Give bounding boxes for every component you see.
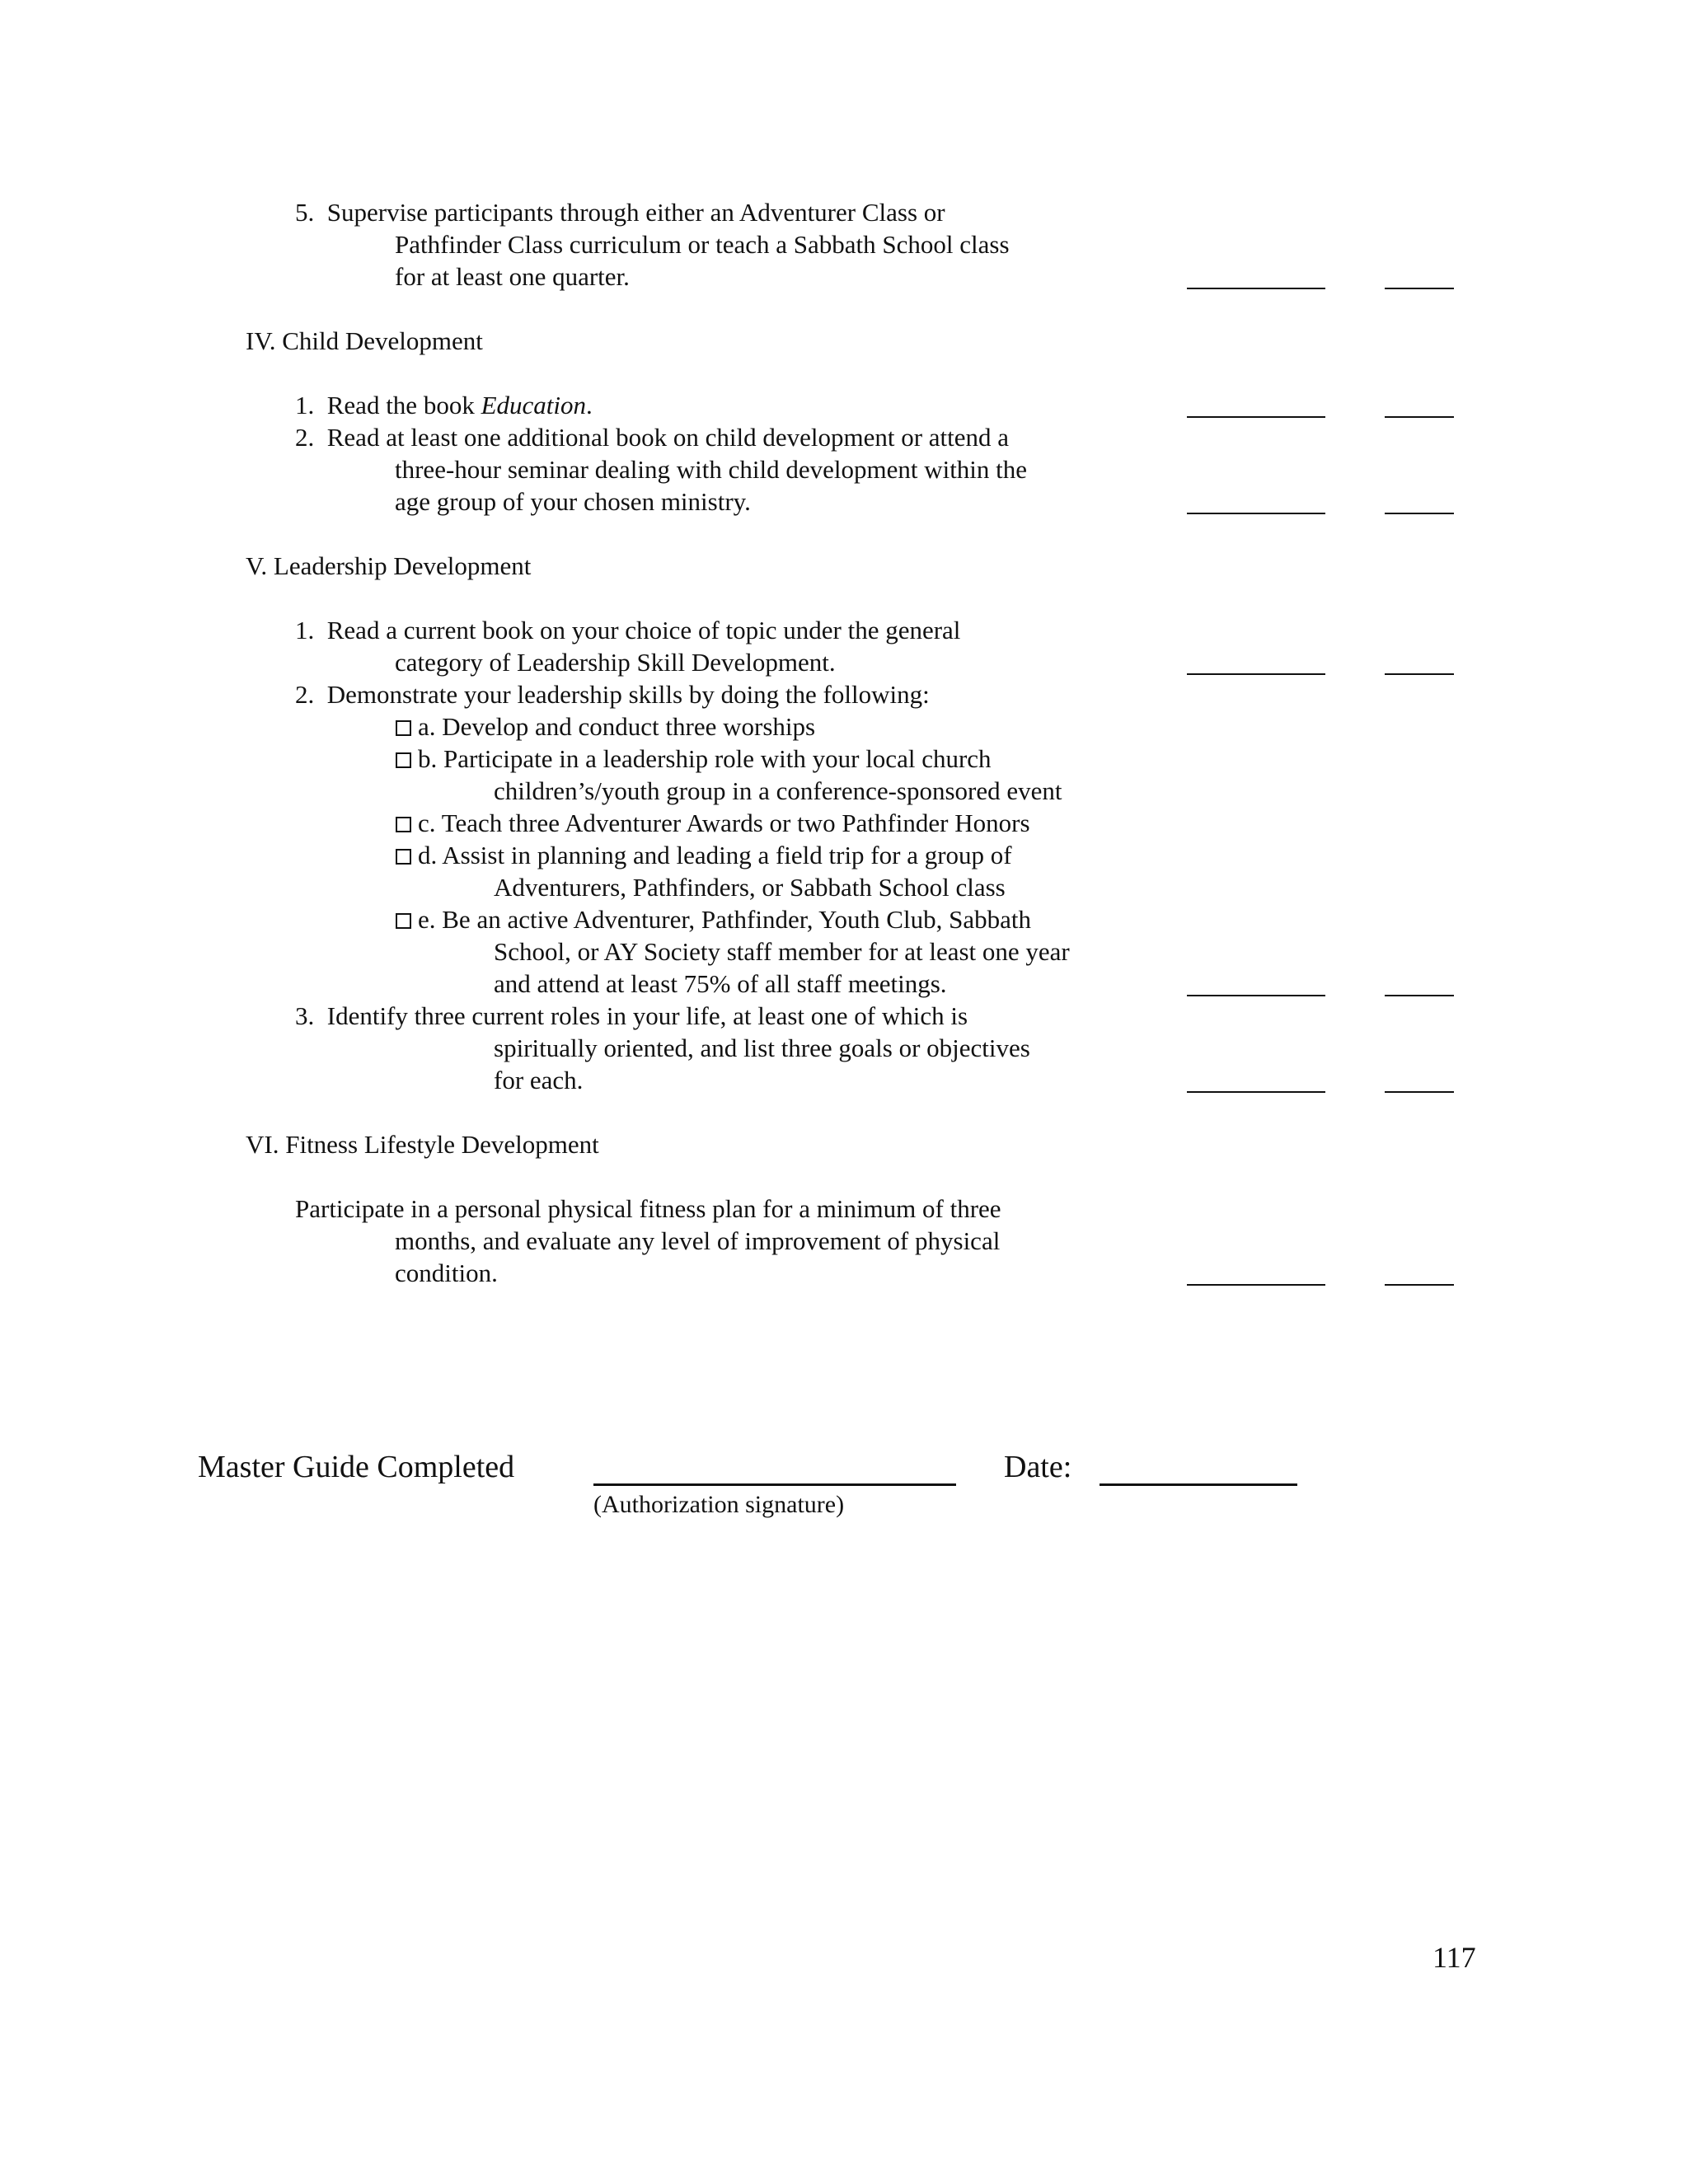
master-guide-completed-label: Master Guide Completed xyxy=(198,1450,515,1484)
item-5-line-2: Pathfinder Class curriculum or teach a Sabbath School class xyxy=(395,230,1010,259)
section-4-heading: IV. Child Development xyxy=(246,326,483,355)
option-b-checkbox[interactable] xyxy=(396,752,411,768)
date-label: Date: xyxy=(1004,1450,1072,1484)
section-5-heading: V. Leadership Development xyxy=(246,551,532,580)
section-5-item-1-signature-blank[interactable] xyxy=(1187,673,1325,675)
section-4-item-2-number: 2. xyxy=(295,423,315,452)
section-5-item-3-line-2: spiritually oriented, and list three goals or objectives xyxy=(494,1033,1030,1062)
section-5-item-3-line-3: for each. xyxy=(494,1066,584,1094)
section-4-item-2-signature-blank[interactable] xyxy=(1187,513,1325,514)
section-5-item-1-number: 1. xyxy=(295,616,315,644)
option-e-label: e. Be an active Adventurer, Pathfinder, Youth Club, Sabbath xyxy=(418,905,1031,934)
section-5-item-2-text: Demonstrate your leadership skills by doing the following: xyxy=(326,680,930,709)
section-5-item-2-line-1 xyxy=(295,679,930,710)
section-4-item-1-suffix: . xyxy=(586,391,593,419)
item-5-line-3: for at least one quarter. xyxy=(395,262,630,291)
option-d xyxy=(396,840,1012,871)
option-a xyxy=(396,711,815,743)
option-b xyxy=(396,743,992,775)
option-c-label: c. Teach three Adventurer Awards or two Pathfinder Honors xyxy=(418,808,1030,837)
option-c-checkbox[interactable] xyxy=(396,817,411,832)
option-e-line-3: and attend at least 75% of all staff meetings. xyxy=(494,969,947,998)
option-a-checkbox[interactable] xyxy=(396,720,411,736)
section-5-item-1-line-2: category of Leadership Skill Development. xyxy=(395,648,836,677)
item-5-signature-blank[interactable] xyxy=(1187,288,1325,289)
item-5-date-blank[interactable] xyxy=(1385,288,1454,289)
section-6-date-blank[interactable] xyxy=(1385,1284,1454,1286)
section-5-item-1-line-1 xyxy=(295,615,960,646)
section-4-item-2-date-blank[interactable] xyxy=(1385,513,1454,514)
section-6-heading: VI. Fitness Lifestyle Development xyxy=(246,1130,599,1159)
option-d-line-2: Adventurers, Pathfinders, or Sabbath School class xyxy=(494,873,1006,902)
item-5-number: 5. xyxy=(295,198,315,227)
option-a-label: a. Develop and conduct three worships xyxy=(418,712,816,741)
option-e-checkbox[interactable] xyxy=(396,913,411,929)
section-6-line-1: Participate in a personal physical fitness plan for a minimum of three xyxy=(295,1194,1001,1223)
completion-date-line[interactable] xyxy=(1100,1483,1297,1486)
section-6-line-2: months, and evaluate any level of improvement of physical xyxy=(395,1226,1001,1255)
option-c xyxy=(396,808,1030,839)
option-e xyxy=(396,904,1031,935)
option-b-line-2: children’s/youth group in a conference-sponsored event xyxy=(494,776,1062,805)
section-4-item-1 xyxy=(295,390,593,421)
option-b-label: b. Participate in a leadership role with your local church xyxy=(418,744,992,773)
section-4-item-2-text: Read at least one additional book on child development or attend a xyxy=(326,423,1010,452)
item-5-text: Supervise participants through either an Adventurer Class or xyxy=(326,198,945,227)
section-4-item-2-line-1 xyxy=(295,422,1009,453)
section-4-item-1-prefix: Read the book xyxy=(326,391,481,419)
section-5-item-3-line-1 xyxy=(295,1001,968,1032)
option-e-line-2: School, or AY Society staff member for at least one year xyxy=(494,937,1070,966)
section-5-item-3-text: Identify three current roles in your life, at least one of which is xyxy=(326,1001,968,1030)
section-4-item-1-signature-blank[interactable] xyxy=(1187,416,1325,418)
section-4-item-2-line-2: three-hour seminar dealing with child development within the xyxy=(395,455,1028,484)
section-4-item-2-line-3: age group of your chosen ministry. xyxy=(395,487,751,516)
section-5-item-3-number: 3. xyxy=(295,1001,315,1030)
page-number: 117 xyxy=(1432,1941,1476,1974)
section-5-item-1-date-blank[interactable] xyxy=(1385,673,1454,675)
option-d-checkbox[interactable] xyxy=(396,849,411,865)
section-4-item-1-date-blank[interactable] xyxy=(1385,416,1454,418)
authorization-signature-line[interactable] xyxy=(593,1483,956,1486)
section-5-item-2-number: 2. xyxy=(295,680,315,709)
section-6-signature-blank[interactable] xyxy=(1187,1284,1325,1286)
section-5-item-2-date-blank[interactable] xyxy=(1385,995,1454,996)
book-title-education: Education xyxy=(481,391,586,419)
section-5-item-2-signature-blank[interactable] xyxy=(1187,995,1325,996)
section-5-item-3-signature-blank[interactable] xyxy=(1187,1091,1325,1093)
option-d-label: d. Assist in planning and leading a field trip for a group of xyxy=(418,841,1012,869)
section-5-item-1-text: Read a current book on your choice of topic under the general xyxy=(326,616,961,644)
item-5-line-1 xyxy=(295,197,945,228)
section-5-item-3-date-blank[interactable] xyxy=(1385,1091,1454,1093)
authorization-signature-caption: (Authorization signature) xyxy=(593,1491,845,1518)
section-6-line-3: condition. xyxy=(395,1258,498,1287)
section-4-item-1-number: 1. xyxy=(295,391,315,419)
